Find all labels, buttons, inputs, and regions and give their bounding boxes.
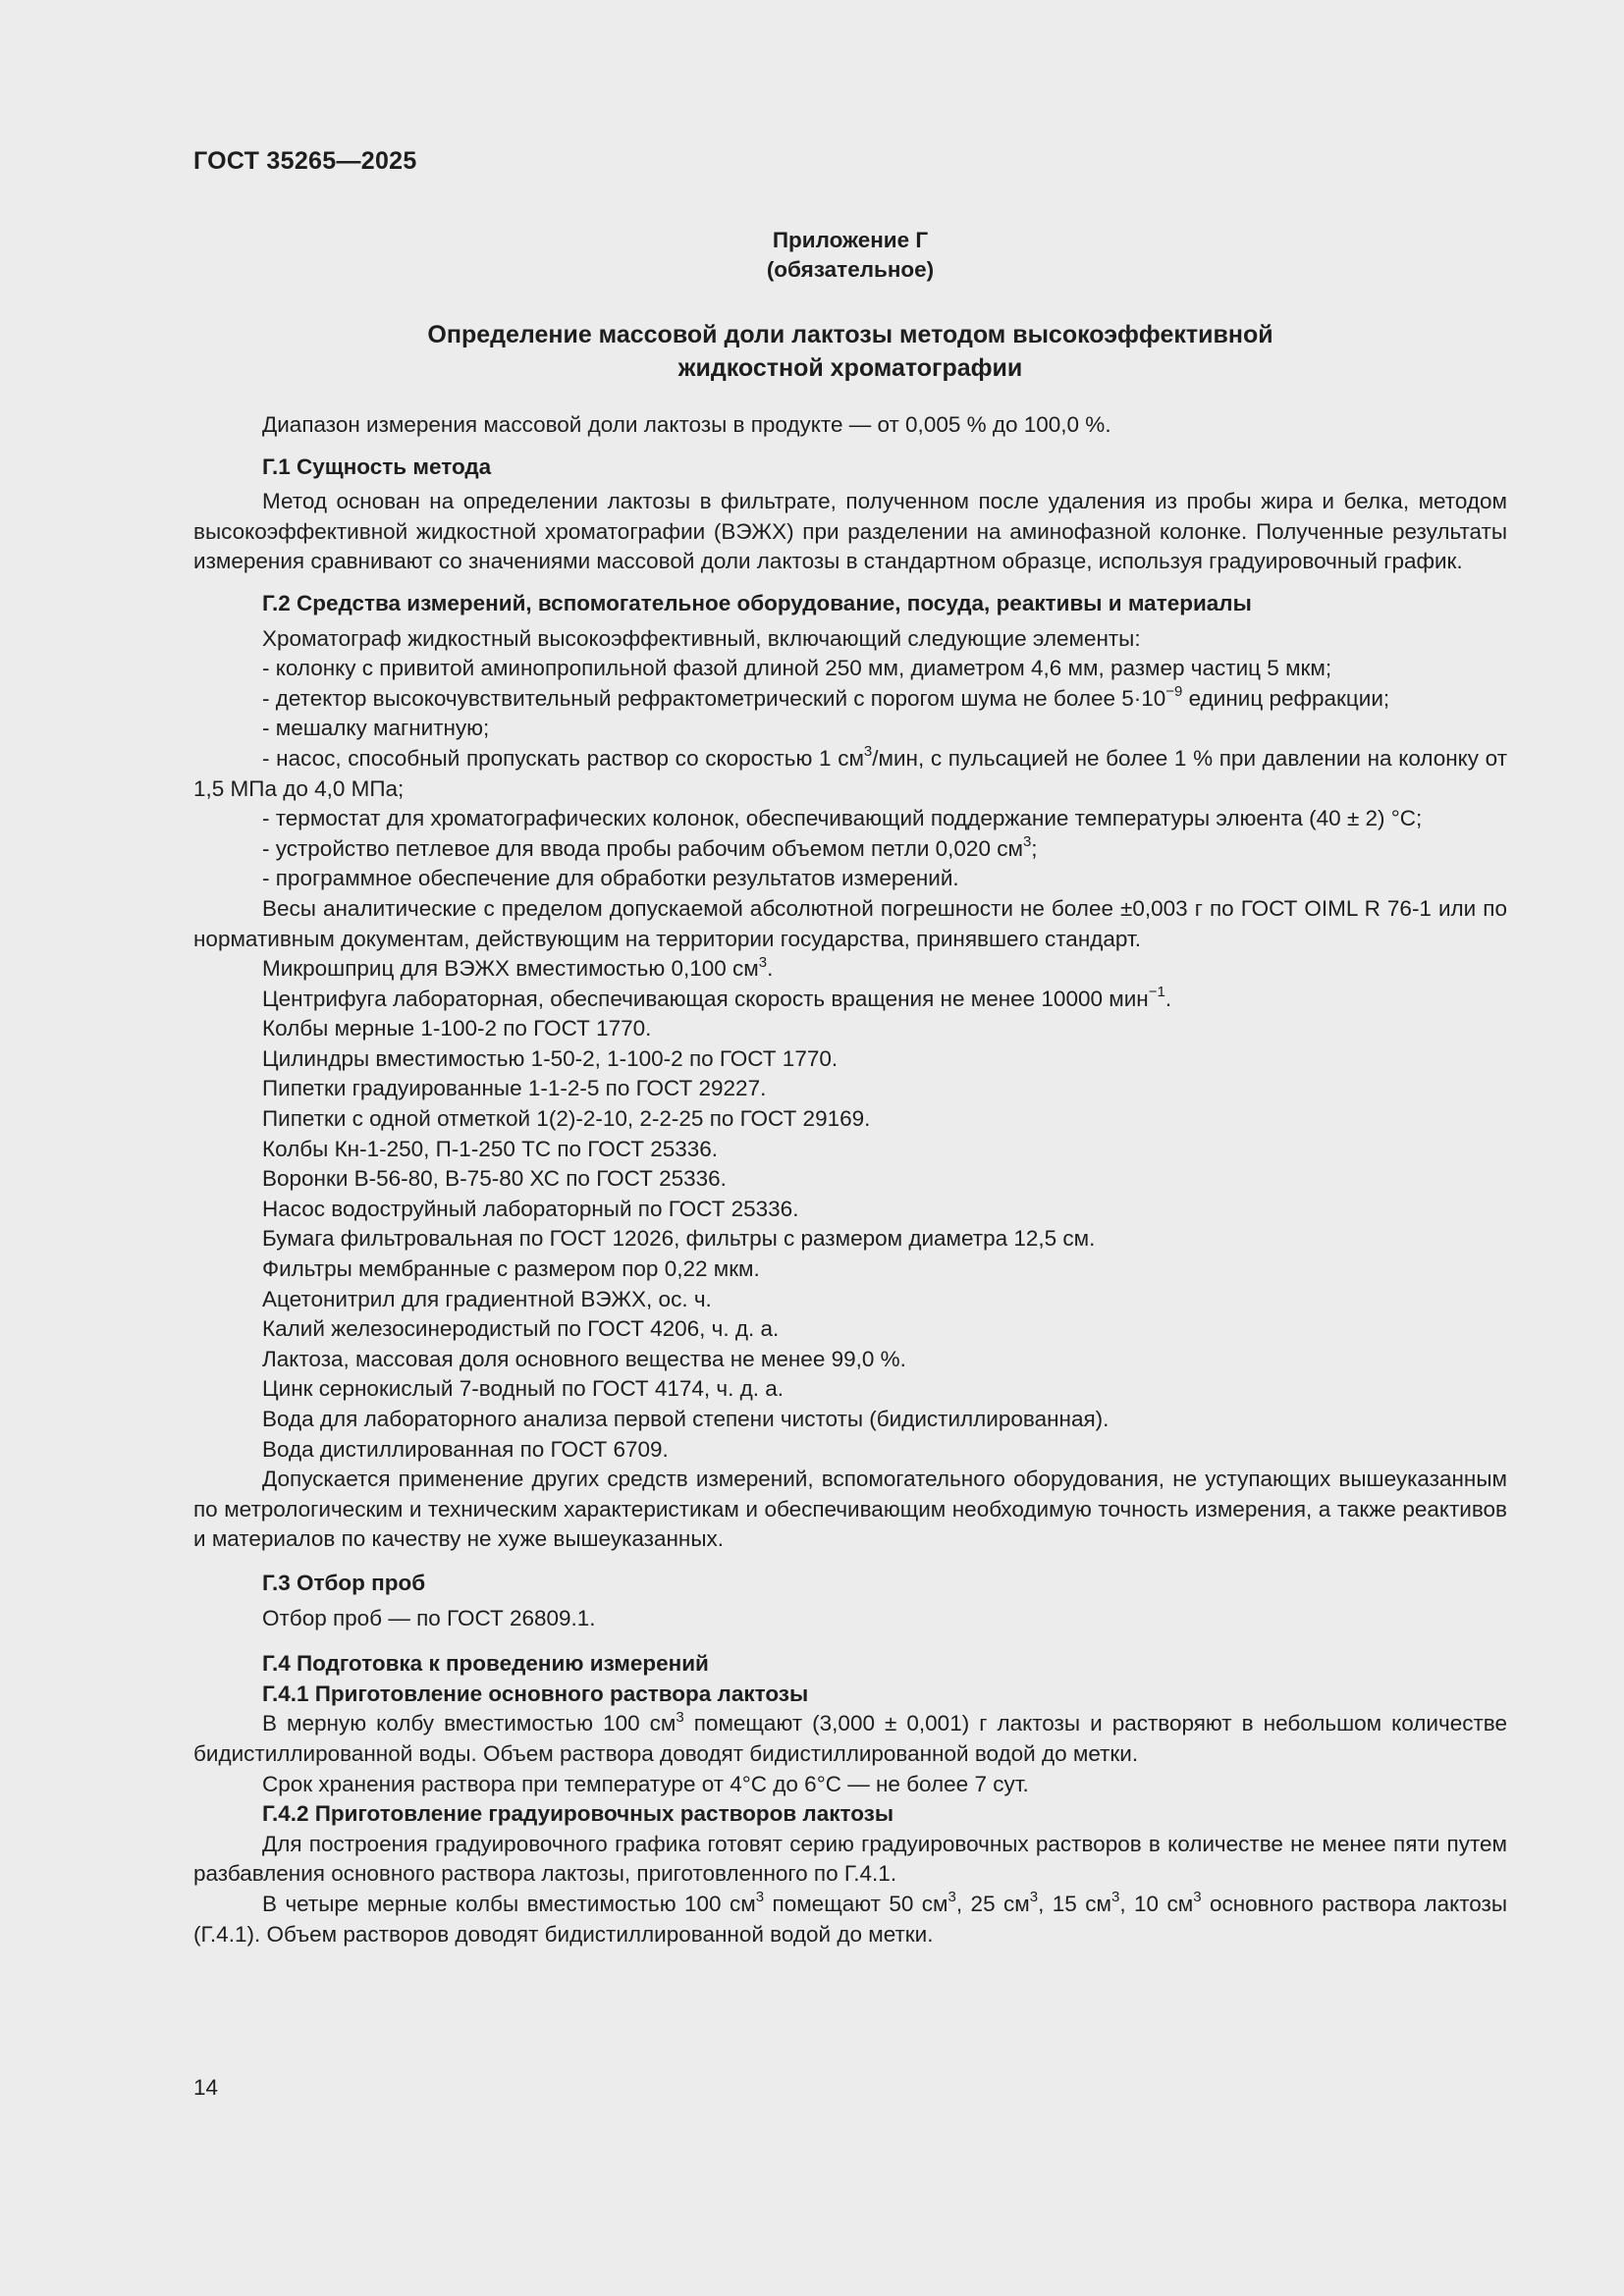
loop-text-end: ; [1031,835,1038,861]
list-item-column: - колонку с привитой аминопропильной фазой длиной 250 мм, диаметром 4,6 мм, размер частиц 5 мкм; [262,656,1332,681]
section-3-heading: Г.3 Отбор проб [262,1570,426,1595]
flasks-text-5: , 10 см [1119,1891,1194,1916]
cm3-exponent: 3 [947,1889,956,1906]
section-2-heading: Г.2 Средства измерений, вспомогательное оборудование, посуда, реактивы и материалы [262,590,1252,615]
subsection-4-2-heading: Г.4.2 Приготовление градуировочных растворов лактозы [262,1801,894,1827]
section-3-text: Отбор проб — по ГОСТ 26809.1. [262,1605,596,1630]
membrane-filters-paragraph: Фильтры мембранные с размером пор 0,22 мкм. [262,1256,760,1282]
detector-text: - детектор высокочувствительный рефрактометрический с порогом шума не более 5·10 [262,685,1166,711]
storage-paragraph: Срок хранения раствора при температуре от 4°С до 6°С — не более 7 сут. [262,1771,1029,1796]
sub1-exponent: 3 [676,1708,684,1726]
conical-flasks-paragraph: Колбы Кн-1-250, П-1-250 ТС по ГОСТ 25336. [262,1136,719,1161]
centrifuge-exponent: −1 [1148,984,1165,1001]
list-item-loop [193,834,1507,865]
lab-water-paragraph: Вода для лабораторного анализа первой степени чистоты (бидистиллированная). [262,1407,1110,1431]
water-pump-paragraph: Насос водоструйный лабораторный по ГОСТ 25336. [262,1196,799,1221]
flasks-text-3: , 25 см [955,1891,1030,1916]
subsection-4-2-text: Для построения градуировочного графика готовят серию градуировочных растворов в количестве не менее пяти путем разбавления основного раствора лактозы, приготовленного по Г.4.1. [193,1831,1507,1887]
page-title [193,318,1507,385]
chromatograph-paragraph: Хроматограф жидкостный высокоэффективный, включающий следующие элементы: [262,625,1141,651]
appendix-heading [193,226,1507,285]
document-header: ГОСТ 35265—2025 [193,147,417,175]
section-4-heading: Г.4 Подготовка к проведению измерений [262,1651,709,1677]
loop-text: - устройство петлевое для ввода пробы рабочим объемом петли 0,020 см [262,835,1023,861]
cm3-exponent: 3 [1110,1889,1120,1906]
page-number: 14 [193,2075,219,2100]
detector-exponent: −9 [1165,683,1183,701]
cm3-exponent: 3 [755,1889,765,1906]
potassium-paragraph: Калий железосинеродистый по ГОСТ 4206, ч. д. а. [262,1316,780,1342]
allowance-paragraph: Допускается применение других средств измерений, вспомогательного оборудования, не уступающих вышеуказанным по метрологическим и техническим характеристикам и обеспечивающим необходимую точность измерения, а также реактивов и материалов по качеству не хуже вышеуказанных. [193,1467,1507,1552]
subsection-4-1-text [193,1709,1507,1769]
list-item-pump [193,744,1507,804]
filter-paper-paragraph: Бумага фильтровальная по ГОСТ 12026, фильтры с размером диаметра 12,5 см. [262,1226,1096,1252]
distilled-water-paragraph: Вода дистиллированная по ГОСТ 6709. [262,1436,669,1462]
list-item-stirrer: - мешалку магнитную; [262,716,490,741]
document-body [193,410,1507,1949]
intro-paragraph: Диапазон измерения массовой доли лактозы в продукте — от 0,005 % до 100,0 %. [262,412,1111,437]
list-item-detector [193,684,1507,715]
flasks-text-4: , 15 см [1038,1891,1111,1916]
section-1-text: Метод основан на определении лактозы в фильтрате, полученном после удаления из пробы жира и белка, методом высокоэффективной жидкостной хроматографии (ВЭЖХ) при разделении на аминофазной колонке. Полученные результаты измерения сравнивают со значениями массовой доли лактозы в стандартном образце, используя градуировочный график. [193,489,1507,574]
flasks-text-1: В четыре мерные колбы вместимостью 100 см [262,1891,756,1916]
cm3-exponent: 3 [1193,1889,1202,1906]
pump-exponent: 3 [863,743,873,761]
centrifuge-text: Центрифуга лабораторная, обеспечивающая скорость вращения не менее 10000 мин [262,986,1149,1011]
syringe-text: Микрошприц для ВЭЖХ вместимостью 0,100 см [262,956,759,982]
flasks-paragraph: Колбы мерные 1-100-2 по ГОСТ 1770. [262,1016,652,1041]
zinc-paragraph: Цинк сернокислый 7-водный по ГОСТ 4174, ч. д. а. [262,1376,785,1402]
centrifuge-text-end: . [1164,986,1172,1011]
title-line-2: жидкостной хроматографии [677,354,1023,382]
syringe-exponent: 3 [758,953,768,971]
appendix-label: Приложение Г [772,228,929,252]
sub1-text: В мерную колбу вместимостью 100 см [262,1711,677,1736]
flasks-text-2: помещают 50 см [764,1891,948,1916]
cm3-exponent: 3 [1029,1889,1039,1906]
sub1-text-end: помещают (3,000 ± 0,001) г лактозы и растворяют в небольшом количестве бидистиллированной воды. Объем раствора доводят бидистиллированной водой до метки. [193,1711,1507,1766]
pump-text-end: /мин, с пульсацией не более 1 % при давлении на колонку от 1,5 МПа до 4,0 МПа; [193,745,1507,801]
detector-text-end: единиц рефракции; [1182,685,1390,711]
scales-paragraph: Весы аналитические с пределом допускаемой абсолютной погрешности не более ±0,003 г по ГОСТ OIML R 76-1 или по нормативным документам, действующим на территории государства, принявшего стандарт. [193,895,1507,951]
pipettes-mark-paragraph: Пипетки с одной отметкой 1(2)-2-10, 2-2-25 по ГОСТ 29169. [262,1106,871,1132]
calibration-flasks-paragraph [193,1890,1507,1949]
funnels-paragraph: Воронки В-56-80, В-75-80 ХС по ГОСТ 25336. [262,1166,727,1192]
pump-text: - насос, способный пропускать раствор со скоростью 1 см [262,745,864,771]
loop-exponent: 3 [1022,833,1032,851]
syringe-text-end: . [767,956,774,982]
list-item-software: - программное обеспечение для обработки результатов измерений. [262,866,959,891]
appendix-status: (обязательное) [766,257,935,282]
centrifuge-paragraph [193,985,1507,1015]
cylinders-paragraph: Цилиндры вместимостью 1-50-2, 1-100-2 по ГОСТ 1770. [262,1045,839,1071]
list-item-thermostat: - термостат для хроматографических колонок, обеспечивающий поддержание температуры элюента (40 ± 2) °С; [262,806,1423,831]
lactose-paragraph: Лактоза, массовая доля основного вещества не менее 99,0 %. [262,1346,906,1371]
title-line-1: Определение массовой доли лактозы методом высокоэффективной [427,321,1273,348]
pipettes-graduated-paragraph: Пипетки градуированные 1-1-2-5 по ГОСТ 29227. [262,1076,767,1101]
subsection-4-1-heading: Г.4.1 Приготовление основного раствора лактозы [262,1681,809,1706]
acetonitrile-paragraph: Ацетонитрил для градиентной ВЭЖХ, ос. ч. [262,1286,712,1311]
syringe-paragraph [193,954,1507,985]
section-1-heading: Г.1 Сущность метода [262,454,492,479]
flasks-text-6: основного раствора лактозы (Г.4.1). Объем растворов доводят бидистиллированной водой до метки. [193,1891,1508,1947]
